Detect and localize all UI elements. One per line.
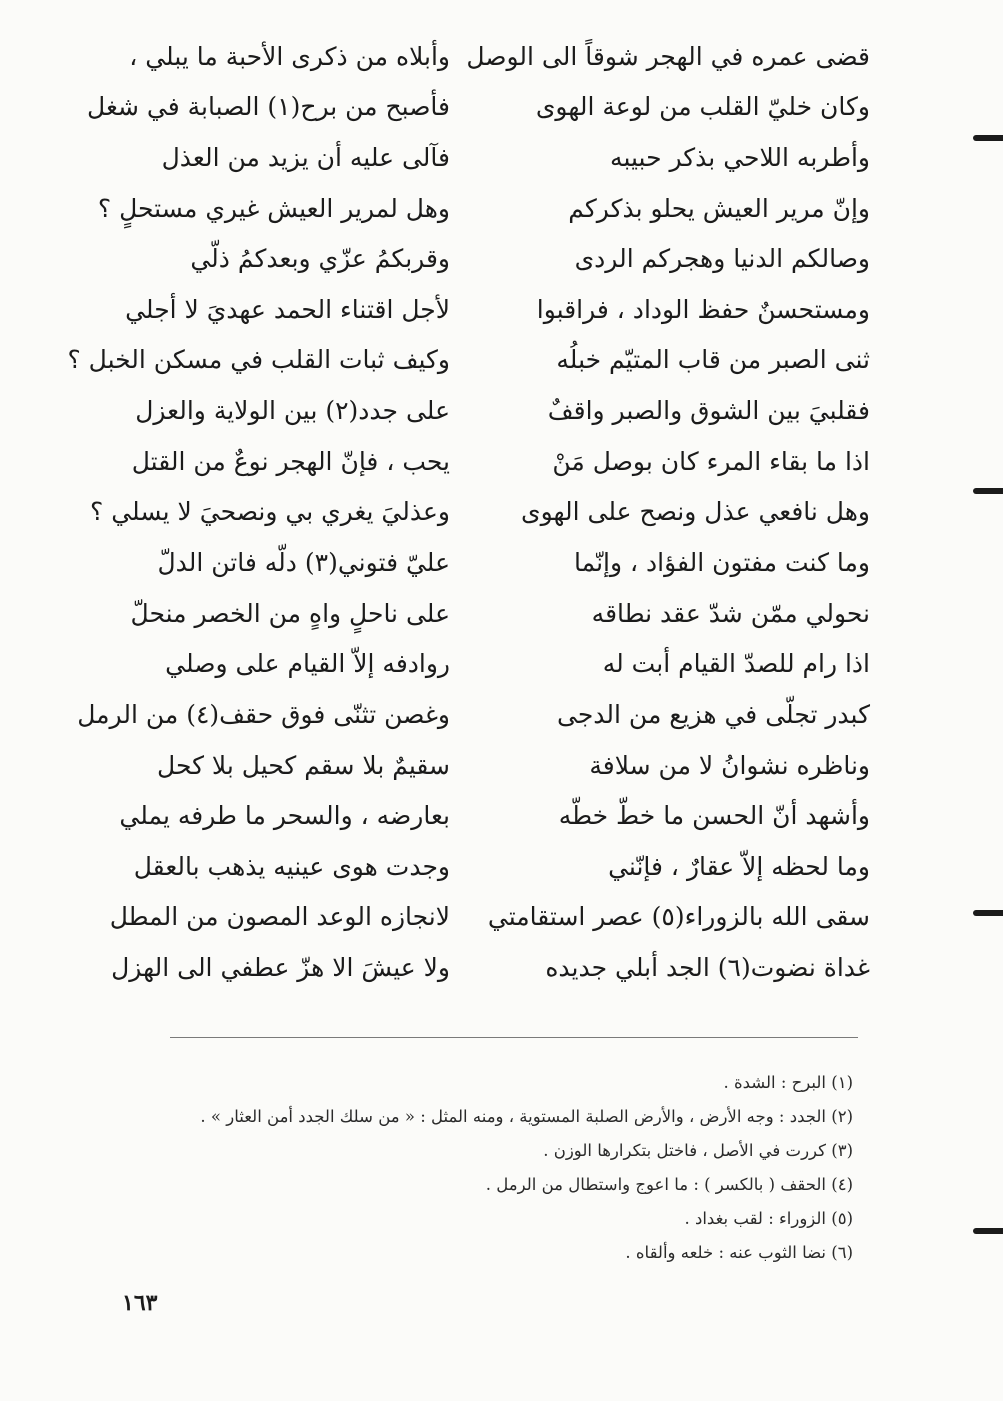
verse-row	[110, 131, 870, 185]
footnote: (٤) الحقف ( بالكسر ) : ما اعوج واستطال من الرمل .	[485, 1175, 853, 1194]
verse-second-hemistich: وجدت هوى عينيه يذهب بالعقل	[133, 852, 450, 881]
verse-first-hemistich: نحولي ممّن شدّ عقد نطاقه	[591, 599, 870, 628]
verse-row	[110, 384, 870, 438]
poem-verses	[67, 30, 870, 1010]
verse-row	[110, 840, 870, 894]
verse-first-hemistich: وأطربه اللاحي بذكر حبيبه	[610, 143, 870, 172]
footnote: (١) البرح : الشدة .	[723, 1073, 853, 1092]
edge-mark	[973, 910, 1003, 916]
verse-first-hemistich: وناظره نشوانُ لا من سلافة	[589, 751, 870, 780]
verse-first-hemistich: فقلبيَ بين الشوق والصبر واقفٌ	[547, 396, 870, 425]
verse-second-hemistich: لانجازه الوعد المصون من المطل	[109, 902, 450, 931]
verse-row	[110, 637, 870, 691]
verse-second-hemistich: وأبلاه من ذكرى الأحبة ما يبلي ،	[129, 42, 450, 71]
verse-row	[110, 890, 870, 944]
verse-first-hemistich: وما لحظه إلاّ عقارٌ ، فإنّني	[608, 852, 870, 881]
verse-second-hemistich: وقربكمُ عزّي وبعدكمُ ذلّي	[190, 244, 450, 273]
verse-first-hemistich: غداة نضوت(٦) الجد أبلي جديده	[545, 953, 870, 982]
verse-second-hemistich: فأصبح من برح(١) الصبابة في شغل	[87, 92, 450, 121]
verse-first-hemistich: وكان خليّ القلب من لوعة الهوى	[535, 92, 870, 121]
verse-second-hemistich: سقيمٌ بلا سقم كحيل بلا كحل	[157, 751, 450, 780]
verse-second-hemistich: عليّ فتوني(٣) دلّه فاتن الدلّ	[157, 548, 450, 577]
verse-second-hemistich: بعارضه ، والسحر ما طرفه يملي	[119, 801, 450, 830]
verse-first-hemistich: ومستحسنٌ حفظ الوداد ، فراقبوا	[536, 295, 870, 324]
footnote: (٣) كررت في الأصل ، فاختل بتكرارها الوزن .	[543, 1141, 853, 1160]
verse-first-hemistich: وأشهد أنّ الحسن ما خطّ خطّه	[558, 801, 870, 830]
verse-second-hemistich: على جدد(٢) بين الولاية والعزل	[135, 396, 450, 425]
verse-row	[110, 739, 870, 793]
edge-mark	[973, 135, 1003, 141]
verse-first-hemistich: كبدر تجلّى في هزيع من الدجى	[556, 700, 870, 729]
verse-second-hemistich: على ناحلٍ واهٍ من الخصر منحلّ	[130, 599, 450, 628]
verse-second-hemistich: ولا عيشَ الا هزّ عطفي الى الهزل	[111, 953, 450, 982]
verse-first-hemistich: وصالكم الدنيا وهجركم الردى	[574, 244, 870, 273]
verse-first-hemistich: اذا ما بقاء المرء كان بوصل مَنْ	[552, 447, 870, 476]
verse-row	[97, 182, 870, 236]
verse-row	[77, 688, 870, 742]
footnotes	[93, 1066, 853, 1270]
verse-second-hemistich: روادفه إلاّ القيام على وصلي	[165, 649, 450, 678]
verse-row	[110, 232, 870, 286]
verse-row	[110, 536, 870, 590]
verse-row	[87, 80, 870, 134]
footnote: (٢) الجدد : وجه الأرض ، والأرض الصلبة المستوية ، ومنه المثل : « من سلك الجدد أمن العثار » .	[200, 1107, 853, 1126]
footnote: (٦) نضا الثوب عنه : خلعه وألقاه .	[625, 1243, 853, 1262]
footnote: (٥) الزوراء : لقب بغداد .	[684, 1209, 853, 1228]
verse-second-hemistich: وهل لمرير العيش غيري مستحلٍ ؟	[97, 194, 450, 223]
verse-row	[110, 30, 870, 84]
verse-first-hemistich: وهل نافعي عذل ونصح على الهوى	[521, 497, 870, 526]
verse-second-hemistich: وكيف ثبات القلب في مسكن الخبل ؟	[67, 345, 450, 374]
verse-row	[110, 435, 870, 489]
verse-first-hemistich: قضى عمره في الهجر شوقاً الى الوصل	[466, 42, 870, 71]
verse-second-hemistich: وغصن تثنّى فوق حقف(٤) من الرمل	[77, 700, 450, 729]
verse-first-hemistich: اذا رام للصدّ القيام أبت له	[602, 649, 870, 678]
verse-second-hemistich: وعذليَ يغري بي ونصحيَ لا يسلي ؟	[89, 497, 450, 526]
verse-second-hemistich: يحب ، فإنّ الهجر نوعٌ من القتل	[131, 447, 450, 476]
verse-row	[89, 485, 870, 539]
verse-second-hemistich: لأجل اقتناء الحمد عهديَ لا أجلي	[125, 295, 450, 324]
verse-first-hemistich: وما كنت مفتون الفؤاد ، وإنّما	[574, 548, 870, 577]
edge-mark	[973, 1228, 1003, 1234]
page-number: ١٦٣	[122, 1290, 158, 1316]
edge-mark	[973, 488, 1003, 494]
verse-row	[110, 941, 870, 995]
verse-second-hemistich: فآلى عليه أن يزيد من العذل	[161, 143, 450, 172]
verse-row	[67, 333, 870, 387]
verse-first-hemistich: سقى الله بالزوراء(٥) عصر استقامتي	[487, 902, 870, 931]
verse-first-hemistich: وإنّ مرير العيش يحلو بذكركم	[568, 194, 870, 223]
verse-row	[110, 587, 870, 641]
verse-row	[110, 789, 870, 843]
footnote-divider	[170, 1037, 858, 1038]
verse-first-hemistich: ثنى الصبر من قاب المتيّم خبلُه	[556, 345, 870, 374]
verse-row	[110, 283, 870, 337]
